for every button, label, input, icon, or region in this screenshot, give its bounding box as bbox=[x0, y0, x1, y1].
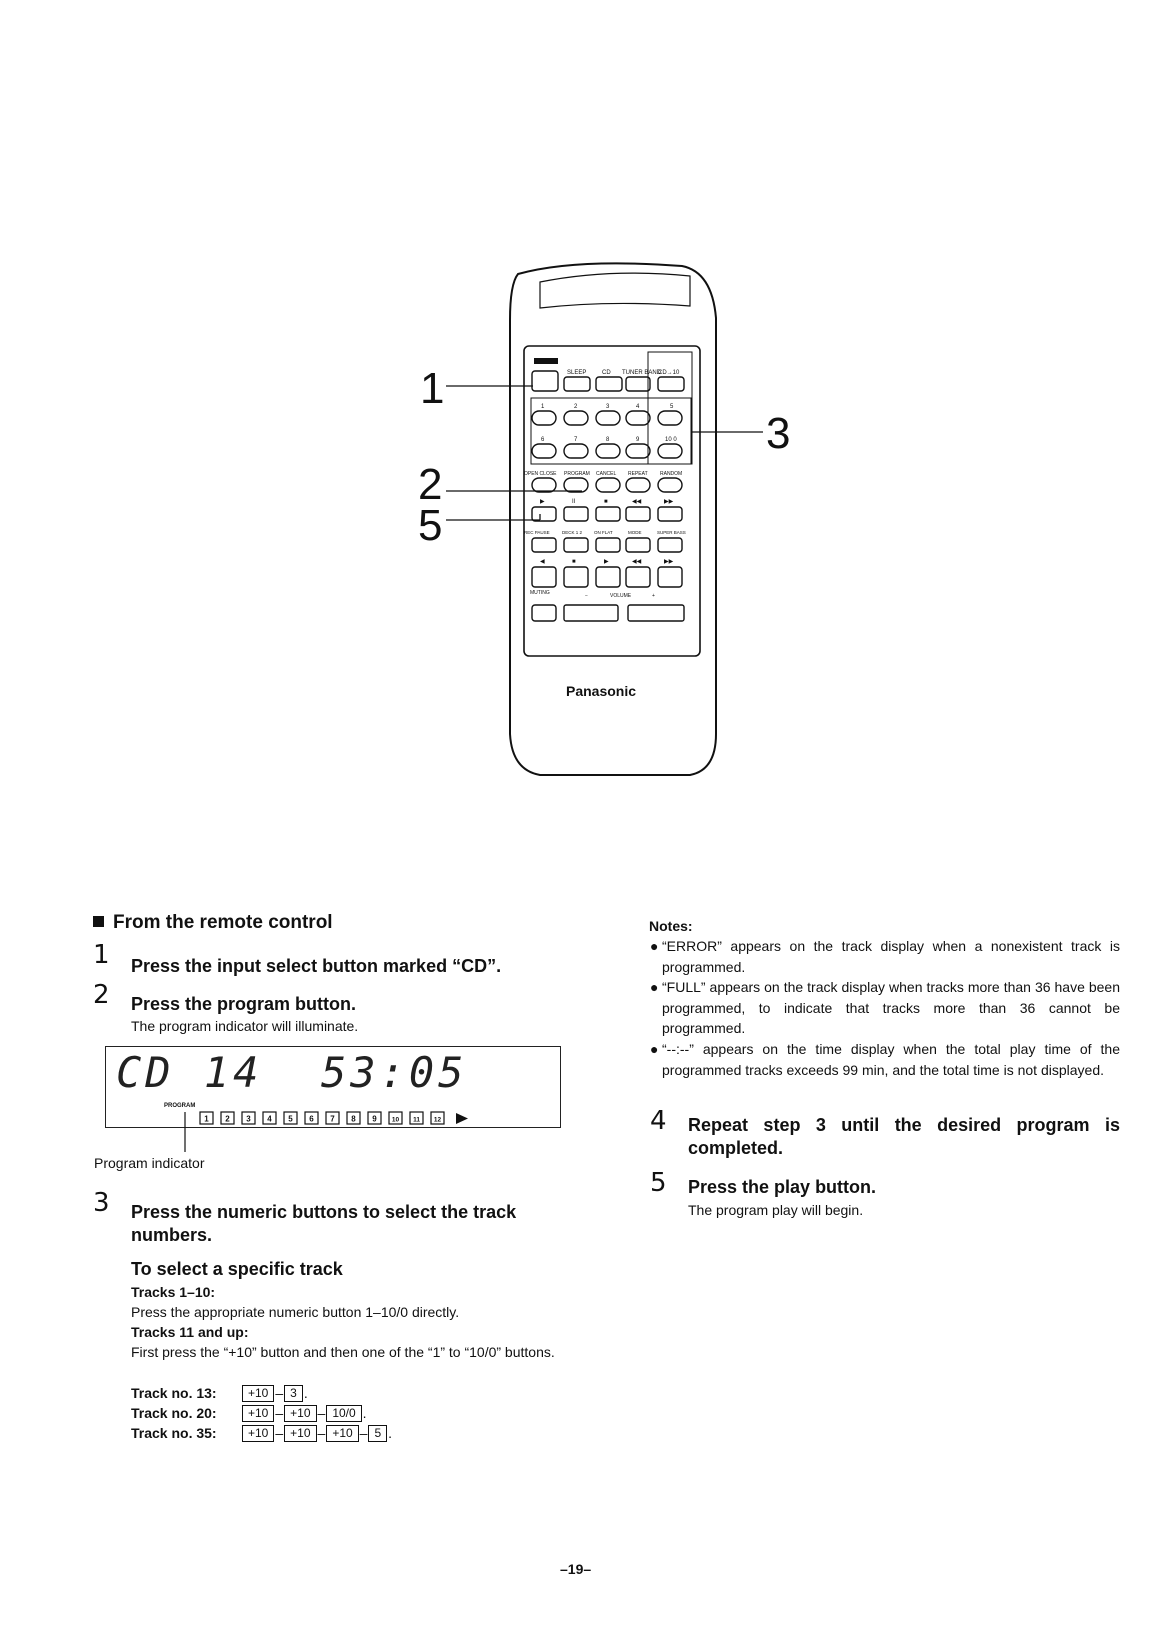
step-4-title: Repeat step 3 until the desired program is completed. bbox=[688, 1115, 1120, 1158]
specific-track-title: To select a specific track bbox=[131, 1259, 343, 1279]
display-play-arrow-icon bbox=[456, 1113, 468, 1124]
svg-text:REPEAT: REPEAT bbox=[628, 471, 648, 477]
svg-text:−: − bbox=[585, 593, 588, 599]
step-4-number: 4 bbox=[650, 1106, 667, 1136]
program-indicator-caption: Program indicator bbox=[94, 1155, 205, 1171]
svg-text:■: ■ bbox=[572, 559, 576, 565]
svg-text:OPEN CLOSE: OPEN CLOSE bbox=[524, 471, 557, 477]
track-number-2: 2 bbox=[225, 1114, 230, 1124]
svg-text:II: II bbox=[572, 499, 576, 505]
step-5-number: 5 bbox=[650, 1168, 667, 1198]
svg-text:4: 4 bbox=[636, 404, 640, 410]
example-track-35: Track no. 35: +10 – +10 – +10 – 5 . bbox=[131, 1425, 393, 1441]
track-number-9: 9 bbox=[372, 1114, 377, 1124]
display-track-indicators bbox=[200, 1112, 444, 1124]
svg-text:5: 5 bbox=[670, 404, 674, 410]
tracks-1-10-text: Press the appropriate numeric button 1–10/0 directly. bbox=[131, 1304, 460, 1320]
step-2-subtext: The program indicator will illuminate. bbox=[131, 1018, 359, 1034]
notes-title: Notes: bbox=[649, 918, 693, 934]
svg-text:7: 7 bbox=[574, 437, 578, 443]
track-number-6: 6 bbox=[309, 1114, 314, 1124]
step-1-title: Press the input select button marked “CD”. bbox=[131, 956, 502, 976]
track-number-4: 4 bbox=[267, 1114, 272, 1124]
track-number-11: 11 bbox=[413, 1116, 420, 1124]
tracks-1-10-label: Tracks 1–10: bbox=[131, 1284, 216, 1300]
svg-text:REC PAUSE: REC PAUSE bbox=[524, 530, 550, 535]
tracks-11-up-text: First press the “+10” button and then one of the “1” to “10/0” buttons. bbox=[131, 1344, 555, 1360]
label-sleep: SLEEP bbox=[567, 370, 587, 376]
section-heading: From the remote control bbox=[93, 912, 333, 934]
track-number-1: 1 bbox=[204, 1114, 209, 1124]
page-number: –19– bbox=[560, 1561, 592, 1577]
svg-text:9: 9 bbox=[636, 437, 640, 443]
label-tuner-band: TUNER BAND bbox=[622, 370, 662, 376]
step-1-number: 1 bbox=[93, 940, 110, 970]
svg-text:6: 6 bbox=[541, 437, 545, 443]
note-error: ● “ERROR” appears on the track display when a nonexistent track is programmed. bbox=[650, 938, 1120, 975]
svg-text:◀◀: ◀◀ bbox=[632, 499, 642, 505]
indicator-pointer bbox=[180, 1112, 190, 1152]
tracks-11-up-label: Tracks 11 and up: bbox=[131, 1324, 249, 1340]
svg-text:1: 1 bbox=[541, 404, 545, 410]
svg-text:+: + bbox=[652, 593, 655, 599]
svg-text:▶▶: ▶▶ bbox=[664, 559, 674, 565]
track-number-5: 5 bbox=[288, 1114, 293, 1124]
track-number-3: 3 bbox=[246, 1114, 251, 1124]
svg-text:▶: ▶ bbox=[540, 499, 545, 505]
svg-text:CANCEL: CANCEL bbox=[596, 471, 617, 477]
program-display bbox=[105, 1046, 561, 1128]
note-full: ● “FULL” appears on the track display when tracks more than 36 have been programmed, to indicate that tracks more than 36 cannot be programmed. bbox=[650, 979, 1120, 1036]
bullet-icon: ● bbox=[650, 1041, 659, 1057]
callout-3: 3 bbox=[766, 409, 791, 458]
callout-5: 5 bbox=[418, 501, 443, 550]
svg-text:MODE: MODE bbox=[628, 530, 642, 535]
svg-text:2: 2 bbox=[574, 404, 578, 410]
track-number-12: 12 bbox=[433, 1116, 442, 1124]
svg-text:DECK 1 2: DECK 1 2 bbox=[562, 530, 583, 535]
svg-text:■: ■ bbox=[604, 499, 608, 505]
svg-text:VOLUME: VOLUME bbox=[610, 593, 632, 599]
display-program-label: PROGRAM bbox=[164, 1103, 196, 1109]
svg-text:▶: ▶ bbox=[604, 559, 609, 565]
step-2-number: 2 bbox=[93, 980, 110, 1010]
label-cd-10: CD→10 bbox=[658, 370, 680, 376]
step-3-title: Press the numeric buttons to select the track numbers. bbox=[131, 1202, 517, 1245]
example-track-20: Track no. 20: +10 – +10 – 10/0 . bbox=[131, 1405, 367, 1421]
svg-text:ON FLAT: ON FLAT bbox=[594, 530, 613, 535]
note-time: ● “--:--” appears on the time display when the total play time of the programmed tracks exceeds 99 min, and the total time is not displayed. bbox=[650, 1041, 1120, 1078]
svg-text:▶▶: ▶▶ bbox=[664, 499, 674, 505]
svg-text:PROGRAM: PROGRAM bbox=[564, 471, 590, 477]
step-2-title: Press the program button. bbox=[131, 994, 357, 1014]
bullet-icon: ● bbox=[650, 938, 659, 954]
bullet-icon: ● bbox=[650, 979, 659, 995]
track-number-10: 10 bbox=[391, 1116, 400, 1124]
callout-1: 1 bbox=[420, 364, 445, 413]
callout-2: 2 bbox=[418, 460, 443, 509]
square-bullet-icon bbox=[93, 916, 104, 927]
display-digits: CD 14 53:05 bbox=[116, 1048, 468, 1097]
step-5-subtext: The program play will begin. bbox=[688, 1202, 864, 1218]
svg-text:10 0: 10 0 bbox=[665, 437, 677, 443]
remote-brand: Panasonic bbox=[566, 683, 637, 699]
label-cd: CD bbox=[602, 370, 611, 376]
svg-text:◀: ◀ bbox=[540, 559, 545, 565]
track-number-7: 7 bbox=[330, 1114, 335, 1124]
svg-text:RANDOM: RANDOM bbox=[660, 471, 683, 477]
svg-text:8: 8 bbox=[606, 437, 610, 443]
track-number-8: 8 bbox=[351, 1114, 356, 1124]
svg-text:3: 3 bbox=[606, 404, 610, 410]
example-track-13: Track no. 13: +10 – 3 . bbox=[131, 1385, 308, 1401]
svg-text:MUTING: MUTING bbox=[530, 590, 550, 596]
step-3-number: 3 bbox=[93, 1188, 110, 1218]
step-5-title: Press the play button. bbox=[688, 1177, 877, 1197]
svg-text:◀◀: ◀◀ bbox=[632, 559, 642, 565]
svg-text:SUPER BASS: SUPER BASS bbox=[657, 530, 686, 535]
